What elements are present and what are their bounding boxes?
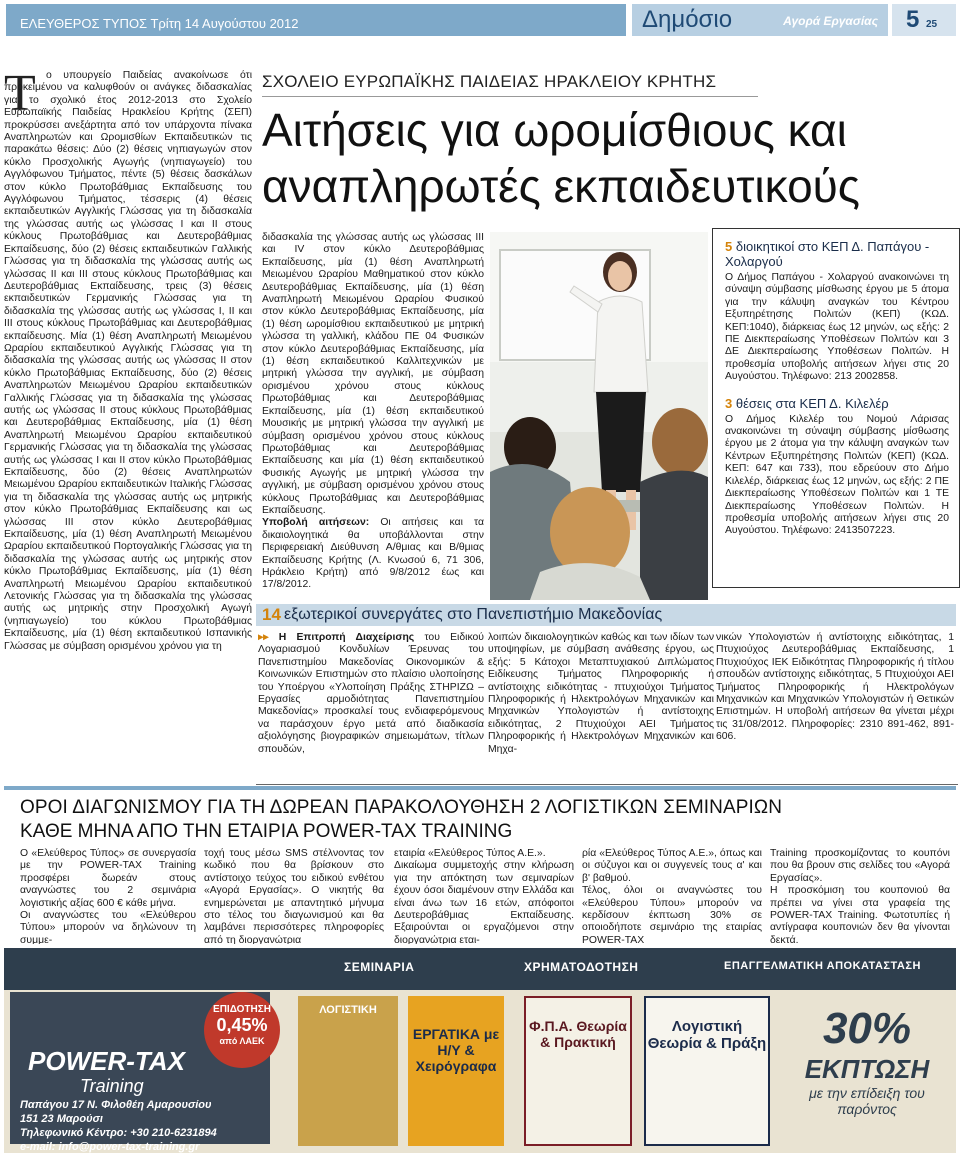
stamp-pct: 0,45% bbox=[216, 1015, 268, 1035]
promo-percent: 30% bbox=[822, 1004, 912, 1053]
section-tab bbox=[632, 4, 888, 36]
page-number-small: 25 bbox=[926, 19, 938, 30]
contest-col-1: Ο «Ελεύθερος Τύπος» σε συνεργασία με την POWER-TAX Training προσφέρει δωρεάν στους αναγνώστες του 2 σεμινάρια λογιστικής αξίας 600 € κάθε μήνα. Οι αναγνώστες του «Ελεύθερου Τύπου» μπορούν να δηλώνουν τη συμμε- bbox=[20, 848, 196, 944]
publication-date: ΕΛΕΥΘΕΡΟΣ ΤΥΠΟΣ Τρίτη 14 Αυγούστου 2012 bbox=[20, 16, 299, 31]
box-text: Ο Δήμος Παπάγου - Χολαργού ανακοινώνει τη σύναψη σύμβασης μίσθωσης έργου με 5 άτομα για την κάλυψη αναγκών του Κέντρου Εξυπηρέτησης Πολιτών (ΚΕΠ) (ΚΩΔ. ΚΕΠ:1040), διάρκειας έως 12 μηνών, ως εξής: 2 ΠΕ Διεκπεραίωσης Υποθέσεων Πολιτών και 3 ΔΕ Διεκπεραίωσης Υποθέσεων Πολιτών. Η προθεσμία υποβολής αιτήσεων λήγει στις 20 Αυγούστου. Τηλέφωνο: 213 2002858. bbox=[725, 272, 949, 383]
page-number-box bbox=[892, 4, 956, 36]
stamp-bottom: από ΛΑΕΚ bbox=[219, 1036, 265, 1046]
book-cover: Φ.Π.Α. Θεωρία & Πρακτική bbox=[524, 996, 632, 1146]
box-number: 3 bbox=[725, 395, 733, 411]
left-column-text: ο υπουργείο Παιδείας ανακοίνωσε ότι προκειμένου να καλυφθούν οι ανάγκες διδασκαλίας για το σχολικό έτος 2012-2013 στο Σχολείο Ευρωπαϊκής Παιδείας Ηρακλείου Κρήτης (ΣΕΠ) προκρύσσει ανεξάρτητα από τον υπάρχοντα πίνακα Αναπληρωτών και Ωρομισθίων Εκπαιδευτικών τις παρακάτω θέσεις: Δύο (2) θέσεις νηπιαγωγών στον κύκλο Προσχολικής Αγωγής (νηπιαγωγείο) του Αγγλόφωνου Τμήματος, πέντε (5) θέσεις δασκάλων στον κύκλο Πρωτοβάθμιας Εκπαίδευσης του Αγγλόφωνου Τμήματος, τέσσερις (4) θέσεις εκπαιδευτικών Αγγλικής Γλώσσας για τη διδασκαλία της γλώσσας αυτής ως γλώσσας I και II στους κύκλους Πρωτοβάθμιας και Δευτεροβάθμιας Εκπαίδευσης, δύο (2) θέσεις εκπαιδευτικών Γαλλικής Γλώσσας για τη διδασκαλία της γλώσσας αυτής ως γλώσσας II και III στους κύκλους Πρωτοβάθμιας και Δευτεροβάθμιας Εκπαίδευσης, τρεις (3) θέσεις εκπαιδευτικών Γερμανικής Γλώσσας για τη διδασκαλία της γλώσσας αυτής ως γλώσσας I, II και III στους κύκλους Πρωτοβάθμιας και Δευτεροβάθμιας εκπαίδευσης. Μία (1) θέση Αναπληρωτή Μειωμένου Ωραρίου εκπαιδευτικού Αγγλικής Γλώσσας για τη διδασκαλία της γλώσσας αυτής ως γλώσσας II στον κύκλο Πρωτοβάθμιας Εκπαίδευσης, δύο (2) θέσεις Αναπληρωτών Μειωμένου Ωραρίου εκπαιδευτικών Γαλλικής Γλώσσας για τη διδασκαλία της γλώσσας αυτής ως γλώσσας II στους κύκλους Πρωτοβάθμιας και Δευτεροβάθμιας Εκπαίδευσης, μία (1) θέση Αναπληρωτή Μειωμένου Ωραρίου εκπαιδευτικού Γερμανικής Γλώσσας για τη διδασκαλία της γλώσσας αυτής ως γλώσσας I και II στον κύκλο Πρωτοβάθμιας Εκπαίδευσης, δύο (2) θέσεις Αναπληρωτών Μειωμένου Ωραρίου εκπαιδευτικών Ιταλικής Γλώσσας για τη διδασκαλία της γλώσσας αυτής ως μητρικής στον κύκλο Πρωτοβάθμιας Εκπαίδευσης και ως γλώσσας III στον κύκλο Δευτεροβάθμιας Εκπαίδευσης, μία (1) θέση Αναπληρωτή Μειωμένου Ωραρίου εκπαιδευτικού Πορτογαλικής Γλώσσας για τη διδασκαλία της γλώσσας αυτής ως μητρικής στον κύκλο Πρωτοβάθμιας Εκπαίδευσης, μία (1) θέση Αναπληρωτή Μειωμένου Ωραρίου εκπαιδευτικού Λετονικής Γλώσσας για τη διδασκαλία της γλώσσας αυτής ως μητρικής στην Προσχολική Αγωγή (νηπιαγωγείο) του κύκλου Πρωτοβάθμιας Εκπαίδευσης, μία (1) θέση εκπαιδευτικού Ισπανικής Γλώσσας με σύμβαση ορισμένου χρόνου για τη bbox=[4, 70, 252, 652]
double-arrow-icon: ▸▸ bbox=[258, 632, 269, 643]
box-number: 5 bbox=[725, 239, 733, 254]
contest-col-3: εταιρία «Ελεύθερος Τύπος Α.Ε.». Δικαίωμα συμμετοχής στην κλήρωση για την απόκτηση των σεμιναρίων έχουν όσοι διαμένουν στην Ελλάδα και είναι άνω των 16 ετών, απόφοιτοι Δευτεροβάθμιας Εκπαίδευσης. Εξαιρούνται οι εργαζόμενοι στην διοργανώτρια εται- bbox=[394, 848, 574, 944]
banner-number: 14 bbox=[262, 605, 281, 624]
news-col1: του Ειδικού Λογαριασμού Κονδυλίων Έρευνας του Πανεπιστημίου Μακεδονίας Οικονομικών & Κοινωνικών Επιστημών στο πλαίσιο υλοποίησης του Υποέργου «Υλοποίηση Πράξης ΣΤΗΡΙΖΩ – Εργασίες αρμοδιότητας Πανεπιστημίου Μακεδονίας» προσκαλεί τους ενδιαφερόμενους να παράσχουν έργο μετά από διαδικασία αξιολόγησης βιογραφικών σημειωμάτων, τίτλων σπουδών, bbox=[258, 632, 484, 755]
subsidy-stamp bbox=[204, 992, 280, 1068]
box-heading: θέσεις στα ΚΕΠ Δ. Κιλελέρ bbox=[732, 395, 889, 411]
box-kep-kileler bbox=[713, 384, 959, 538]
news-column-2: λοιπών δικαιολογητικών καθώς και των ιδίων των υποψηφίων, με σύμβαση ανάθεσης έργου, ως εξής: 5 Κάτοχοι Μεταπτυχιακού Διπλώματος Ειδίκευσης Τμήματος Πληροφορικής ή αντίστοιχης ειδικότητας - πτυχιούχοι Τμήματος Πληροφορικής ή Ηλεκτρολόγων Μηχανικών και Μηχανικών Υπολογιστών ή αντίστοιχης ειδικότητας, 2 Πτυχιούχοι ΑΕΙ Τμήματος Πληροφορικής ή Ηλεκτρολόγων Μηχανικών και Μηχα- bbox=[488, 632, 714, 755]
dropcap: Τ bbox=[4, 65, 36, 122]
article-kicker: ΣΧΟΛΕΙΟ ΕΥΡΩΠΑΪΚΗΣ ΠΑΙΔΕΙΑΣ ΗΡΑΚΛΕΙΟΥ ΚΡΗΤΗΣ bbox=[262, 72, 717, 91]
contest-col-2: τοχή τους μέσω SMS στέλνοντας τον κωδικό που θα βρίσκουν στο αντίστοιχο τεύχος του ειδικού ενθέτου «Αγορά Εργασίας». Ο νικητής θα ενημερώνεται με απαντητικό μήνυμα στο τέλος του διαγωνισμού και θα λαμβάνει περισσότερες πληροφορίες από τη διοργανώτρια bbox=[204, 848, 384, 944]
promo-word: ΕΚΠΤΩΣΗ bbox=[804, 1054, 930, 1084]
sidebar-boxes bbox=[712, 228, 960, 588]
box-heading: διοικητικοί στο ΚΕΠ Δ. Παπάγου - Χολαργού bbox=[725, 239, 930, 269]
discount-promo bbox=[782, 1004, 952, 1144]
kicker-rule bbox=[262, 96, 758, 97]
ad-address: Παπάγου 17 Ν. Φιλοθέη Αμαρουσίου 151 23 Μαρούσι Τηλεφωνικό Κέντρο: +30 210-6231894 e-mail: info@power-tax-training.gr bbox=[20, 1099, 217, 1153]
news-lead: Η Επιτροπή Διαχείρισης bbox=[278, 632, 415, 643]
article-headline: Αιτήσεις για ωρομίσθιους και αναπληρωτές εκπαιδευτικούς bbox=[262, 104, 860, 212]
stamp-top: ΕΠΙΔΟΤΗΣΗ bbox=[213, 1004, 271, 1015]
contest-col-5: Training προσκομίζοντας το κουπόνι που θα βρουν στις σελίδες του «Αγορά Εργασίας». Η προσκόμιση του κουπονιού θα πρέπει να γίνει στα γραφεία της POWER-TAX Training. Φωτοτυπίες ή αντίγραφα κουπονιών δεν θα γίνονται δεκτά. bbox=[770, 848, 950, 944]
submit-text: Οι αιτήσεις και τα δικαιολογητικά θα υποβάλλονται στην Περιφερειακή Διεύθυνση Α/θμιας και Β/θμιας Εκπαίδευσης Κρήτης (Λ. Κνωσού 6, 71 306, Ηράκλειο Κρήτη) από 9/8/2012 έως και 17/8/2012. bbox=[262, 517, 484, 591]
book-cover: Λογιστική Θεωρία & Πράξη bbox=[644, 996, 770, 1146]
contest-heading-1: ΟΡΟΙ ΔΙΑΓΩΝΙΣΜΟΥ ΓΙΑ ΤΗ ΔΩΡΕΑΝ ΠΑΡΑΚΟΛΟΥΘΗΣΗ 2 ΛΟΓΙΣΤΙΚΩΝ ΣΕΜΙΝΑΡΙΩΝ bbox=[20, 797, 783, 818]
contest-col-4: ρία «Ελεύθερος Τύπος Α.Ε.», όπως και οι σύζυγοι και οι συγγενείς τους α' και β' βαθμού. Τέλος, όλοι οι αναγνώστες του «Ελεύθερου Τύπου» μπορούν να κερδίσουν έκπτωση 30% σε οποιοδήποτε σεμινάριο της εταιρίας POWER-TAX bbox=[582, 848, 762, 944]
news-banner bbox=[256, 604, 956, 626]
news-column-3: νικών Υπολογιστών ή αντίστοιχης ειδικότητας, 1 Πτυχιούχος Δευτεροβάθμιας Εκπαίδευσης, 1 Πτυχιούχος ΙΕΚ Ειδικότητας Πληροφορικής ή τίτλου σπουδών αντίστοιχης ειδικότητας, 5 Πτυχιούχοι ΑΕΙ Τμήματος Πληροφορικής ή Ηλεκτρολόγων Μηχανικών και Μηχανικών Υπολογιστών ή Θετικών Επιστημών. Η υποβολή αιτήσεων θα γίνεται μέχρι τις 31/08/2012. Πληροφορίες: 2310 891-462, 891-606. bbox=[716, 632, 954, 743]
section-title: Δημόσιο bbox=[642, 6, 733, 33]
ad-strip-item: ΕΠΑΓΓΕΛΜΑΤΙΚΗ ΑΠΟΚΑΤΑΣΤΑΣΗ bbox=[724, 960, 921, 972]
classroom-photo bbox=[490, 232, 708, 600]
box-text: Ο Δήμος Κιλελέρ του Νομού Λάρισας ανακοινώνει τη σύναψη σύμβασης μίσθωσης έργου με 2 άτομα για την κάλυψη αναγκών των Κέντρων Εξυπηρέτησης Πολιτών (ΚΕΠ) (ΚΩΔ. ΚΕΠ: 647 και 733), που εδρεύουν στο Δήμο Κιλελέρ, διάρκειας έως 12 μηνών, ως εξής: 2 ΠΕ Διεκπεραίωσης Υποθέσεων Πολιτών και 1 ΤΕ Διεκπεραίωσης Υποθέσεων Πολιτών. Η προθεσμία υποβολής αιτήσεων λήγει στις 20 Αυγούστου. Τηλέφωνο: 2413507223. bbox=[725, 413, 949, 537]
powertax-advertisement bbox=[4, 948, 956, 1153]
page-number: 5 bbox=[906, 6, 920, 33]
submit-label: Υποβολή αιτήσεων: bbox=[262, 517, 370, 529]
book-cover: ΕΡΓΑΤΙΚΑ με Η/Υ & Χειρόγραφα bbox=[408, 996, 504, 1146]
ad-strip-item: ΣΕΜΙΝΑΡΙΑ bbox=[344, 960, 415, 974]
subsection-title: Αγορά Εργασίας bbox=[783, 14, 878, 28]
box-title bbox=[725, 239, 949, 269]
ad-strip-item: ΧΡΗΜΑΤΟΔΟΤΗΣΗ bbox=[524, 960, 639, 974]
box-title bbox=[725, 396, 949, 411]
book-cover: ΛΟΓΙΣΤΙΚΗ bbox=[298, 996, 398, 1146]
section-divider bbox=[256, 784, 958, 785]
middle-column-text bbox=[262, 232, 484, 592]
middle-body: διδασκαλία της γλώσσας αυτής ως γλώσσας III και IV στον κύκλο Δευτεροβάθμιας Εκπαίδευσης, μία (1) θέση Αναπληρωτή Μειωμένου Ωραρίου Μαθηματικού στον κύκλο Δευτεροβάθμιας Εκπαίδευσης, μία (1) θέση Αναπληρωτή Μειωμένου Ωραρίου Φυσικού στον κύκλο Δευτεροβάθμιας Εκπαίδευσης, μία (1) θέση ωρομίσθιου εκπαιδευτικού με μητρική γλώσσα τη γαλλική, κλάδου ΠΕ 04 Φυσικών στον κύκλο Δευτεροβάθμιας Εκπαίδευσης, μία (1) θέση εκπαιδευτικού Καλλιτεχνικών με μητρική γλώσσα την αγγλική, με σύμβαση ορισμένου χρόνου στους κύκλους Πρωτοβάθμιας και Δευτεροβάθμιας Εκπαίδευσης, μία (1) θέση εκπαιδευτικού Μουσικής με μητρική γλώσσα την αγγλική με σύμβαση ορισμένου χρόνου στους κύκλους Πρωτοβάθμιας και Δευτεροβάθμιας Εκπαίδευσης και μία (1) θέση εκπαιδευτικού Φυσικής Αγωγής με μητρική γλώσσα την αγγλική, με σύμβαση ορισμένου χρόνου στους κύκλους Πρωτοβάθμιας και Δευτεροβάθμιας Εκπαίδευσης. bbox=[262, 232, 484, 516]
ad-strip bbox=[4, 948, 956, 990]
promo-sub: με την επίδειξη του παρόντος bbox=[809, 1085, 925, 1117]
banner-title: εξωτερικοί συνεργάτες στο Πανεπιστήμιο Μακεδονίας bbox=[284, 606, 663, 623]
news-column-1 bbox=[258, 632, 484, 772]
brand-name: POWER-TAX bbox=[28, 1046, 185, 1076]
box-kep-papagou bbox=[713, 229, 959, 384]
brand-sub: Training bbox=[80, 1076, 144, 1096]
page-header bbox=[0, 0, 960, 40]
header-bar bbox=[6, 4, 626, 36]
contest-heading-2: ΚΑΘΕ ΜΗΝΑ ΑΠΟ ΤΗΝ ΕΤΑΙΡΙΑ POWER-TAX TRAINING bbox=[20, 821, 513, 842]
